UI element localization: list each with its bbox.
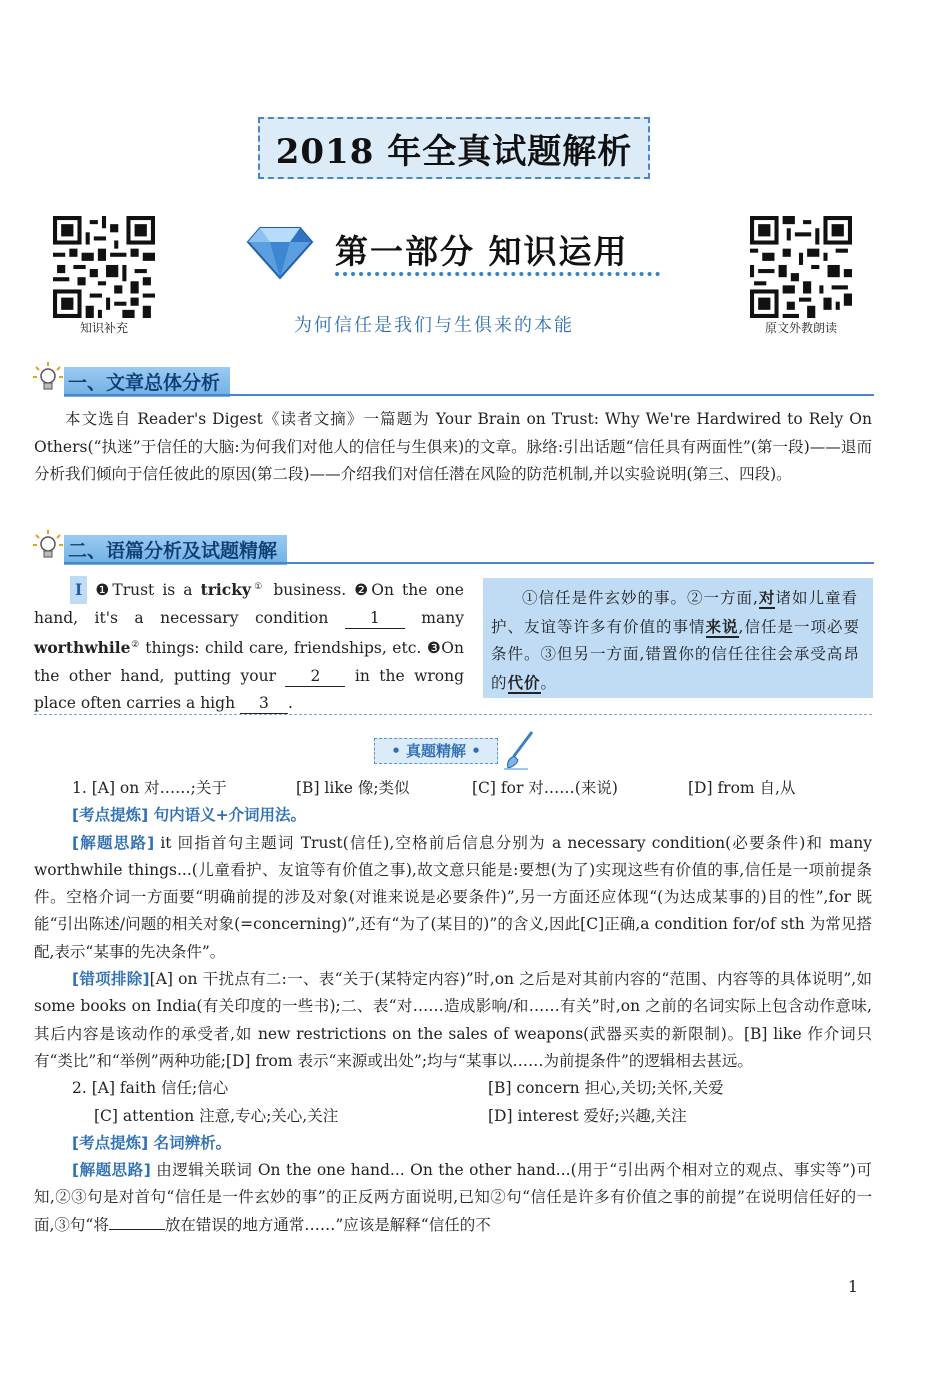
blank-1[interactable]: 1 [345,608,405,629]
qr-code-right[interactable] [750,216,852,322]
qr-code-icon [53,216,155,318]
sentence-3-marker: ❸ [426,639,442,658]
q2-option-c[interactable]: [C] attention 注意,专心;关心,关注 [94,1106,339,1125]
q2-options-row1 [34,1075,872,1102]
translation-box: ①信任是件玄妙的事。②一方面,对诸如儿童看护、友谊等许多有价值的事情来说,信任是一项必要条件。③但另一方面,错置你的信任往往会承受高昂的代价。 [483,578,873,698]
answer-analysis: 1. [A] on 对……;关于 [B] like 像;类似 [C] for 对……(来说) [D] from 自,从 [考点提炼] 句内语义+介词用法。 [解题思路] it 回指首句主题词 Trust(信任),空格前后信息分别为 a necessary condition(必要条件)和 many worthwhile things...(儿童看护、友谊等有价值之事),故文意只能是:要想(为了)实现这些有价值的事,信任是一项前提条件。空格介词一方面要“明确前提的涉及对象(对谁来说是必要条件)”,另一方面还应体现“(为达成某事的)目的性”,for 既能“引出陈述/问题的相关对象(=concerning)”,还有“为了(某目的)”的含义,因此[C]正确,a condition for/of sth 为常见搭配,表示“某事的先决条件”。 [错项排除][A] on 干扰点有二:一、表“关于(某特定内容)”时,on 之后是对其前内容的“范围、内容等的具体说明”,如 some books on India(有关印度的一些书);二、表“对……造成影响/和……有关”时,on 之前的名词实际上包含动作意味,其后内容是该动作的承受者,如 new restrictions on the sales of weapons(武器买卖的新限制)。[B] like 作介词只有“类比”和“举例”两种功能;[D] from 表示“来源或出处”;均与“某事以……为前提条件”的逻辑相去甚远。 2. [A] faith 信任;信心 [B] concern 担心,关切;关怀,关爱 [C] attention 注意,专心;关心,关注 [D] interest 爱好;兴趣,关注 [考点提炼] 名词辨析。 [解题思路] 由逻辑关联词 On the one hand... On the other hand...(用于“引出两个相对立的观点、事实等”)可知,②③句是对首句“信任是一件玄妙的事”的正反两方面说明,已知②句“信任是许多有价值之事的前提”在说明信任好的一面,③句“将 放在错误的地方通常……”应该是解释“信任的不 [34,775,872,1239]
tip-label: • 真题精解 • [374,738,498,764]
paragraph-marker: I [70,576,87,604]
q2-kd-tag: [考点提炼] [72,1133,149,1152]
vocab-tricky: tricky [200,580,251,600]
part-title: 第一部分 知识运用 [335,232,629,271]
vocab-worthwhile: worthwhile [34,638,131,658]
blank-3[interactable]: 3 [240,693,288,714]
diamond-icon [246,222,314,284]
q2-option-b[interactable]: [B] concern 担心,关切;关怀,关爱 [488,1079,724,1098]
section-2-title: 二、语篇分析及试题精解 [64,535,287,565]
q2-option-a[interactable]: 2. [A] faith 信任;信心 [72,1079,229,1098]
sentence-2-marker: ❷ [354,581,372,600]
q1-options [34,775,872,802]
lightbulb-icon [33,529,63,561]
qr-left-caption: 知识补充 [79,321,128,335]
part-title-rule [335,272,660,276]
qr-code-left[interactable] [53,216,155,322]
q1-jt-tag: [解题思路] [72,833,155,852]
section-1-title: 一、文章总体分析 [64,367,230,397]
section-1-header [0,365,874,395]
q1-kd-tag: [考点提炼] [72,806,149,825]
page-number: 1 [847,1277,858,1296]
q2-blank [109,1229,165,1230]
q1-option-a[interactable]: 1. [A] on 对……;关于 [72,779,227,797]
q2-options-row2 [34,1103,872,1130]
english-paragraph: I ❶Trust is a tricky① business. ❷On the one hand, it's a necessary condition 1 many worthwhile② things: child care, friendships, etc. ❸On the other hand, putting your 2 in the wrong place often carries a high 3 . [34,574,464,718]
q2-option-d[interactable]: [D] interest 爱好;兴趣,关注 [488,1106,687,1125]
sentence-1-marker: ❶ [95,581,113,600]
q1-cx-tag: [错项排除] [72,970,150,989]
page-title: 2018 年全真试题解析 [258,117,650,179]
qr-code-icon [750,216,852,318]
lightbulb-icon [33,361,63,393]
q1-option-c[interactable]: [C] for 对……(来说) [472,779,618,797]
q1-option-d[interactable]: [D] from 自,从 [688,779,796,797]
blank-2[interactable]: 2 [285,666,345,687]
qr-right-caption: 原文外教朗读 [764,321,837,335]
section-2-header [0,533,874,563]
q2-jt-tag: [解题思路] [72,1161,151,1180]
q1-option-b[interactable]: [B] like 像;类似 [296,779,410,797]
article-title: 为何信任是我们与生俱来的本能 [294,315,574,336]
brush-icon [502,730,536,770]
section-1-paragraph: 本文选自 Reader's Digest《读者文摘》一篇题为 Your Brain on Trust: Why We're Hardwired to Rely On Others(“执迷”于信任的大脑:为何我们对他人的信任与生俱来)的文章。脉络:引出话题“信任具有两面性”(第一段)——退而分析我们倾向于信任彼此的原因(第二段)——介绍我们对信任潜在风险的防范机制,并以实验说明(第三、四段)。 [34,410,872,483]
divider [34,714,872,715]
